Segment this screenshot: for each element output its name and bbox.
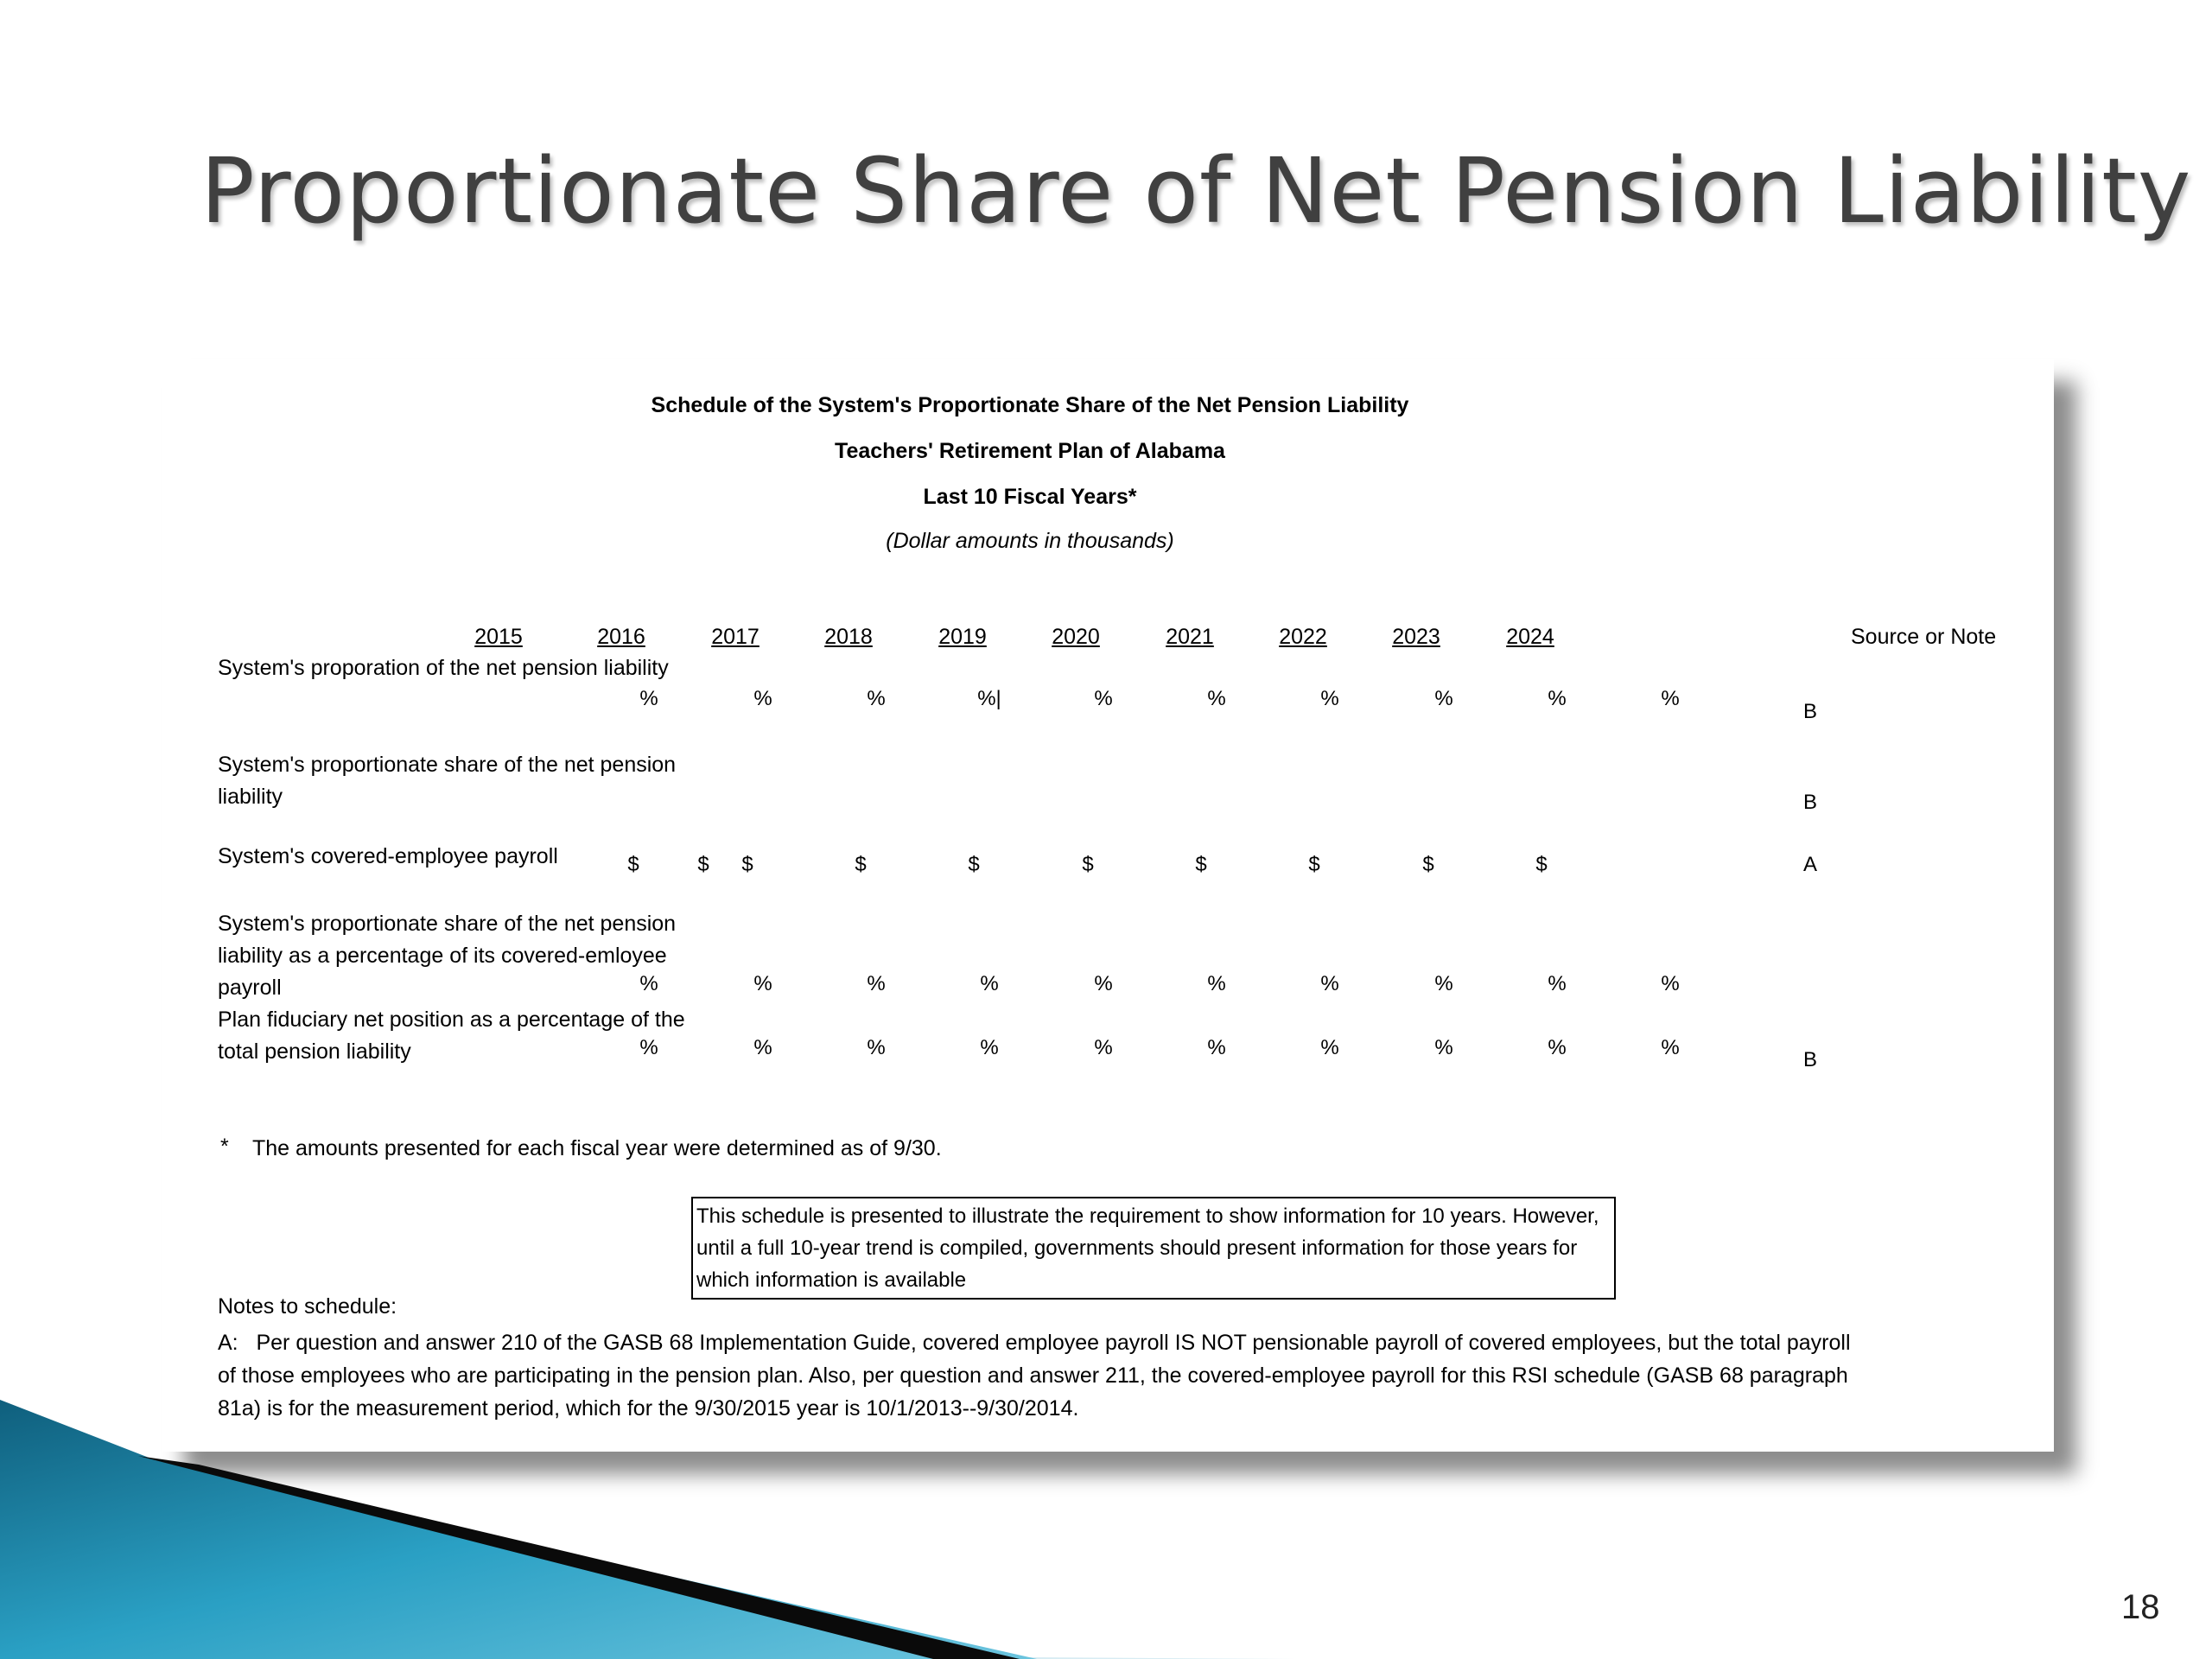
- footnote-text: The amounts presented for each fiscal year were determined as of 9/30.: [252, 1136, 942, 1160]
- row-source-note: A: [1802, 853, 1817, 876]
- table-cell-2016: %: [753, 1036, 772, 1059]
- year-header-2018: 2018: [824, 625, 873, 649]
- schedule-period: Last 10 Fiscal Years*: [923, 485, 1137, 509]
- row-label: Plan fiduciary net position as a percentage of the total pension liability: [218, 1007, 685, 1064]
- year-header-2016: 2016: [597, 625, 645, 649]
- year-header-2019: 2019: [938, 625, 987, 649]
- row-label: System's proporation of the net pension liability: [218, 656, 669, 680]
- row-source-note: B: [1802, 791, 1817, 814]
- source-note-header: Source or Note: [1851, 625, 1997, 649]
- note-a-label: A:: [218, 1331, 238, 1355]
- table-cell-2019: %: [1094, 687, 1113, 710]
- year-header-2017: 2017: [711, 625, 760, 649]
- table-cell-2020: $: [1195, 853, 1207, 876]
- year-header-2023: 2023: [1392, 625, 1440, 649]
- table-cell-2015: $: [627, 853, 639, 876]
- table-cell-2024: %: [1661, 972, 1680, 995]
- table-cell-2020: %: [1207, 687, 1226, 710]
- schedule-title: Schedule of the System's Proportionate Share of the Net Pension Liability: [651, 393, 1409, 417]
- table-cell-2016: %: [753, 972, 772, 995]
- table-cell-2017: %: [867, 1036, 886, 1059]
- table-cell-2019: %: [1094, 972, 1113, 995]
- year-header-2024: 2024: [1506, 625, 1554, 649]
- table-cell-2022: $: [1422, 853, 1434, 876]
- table-cell-2018: $: [968, 853, 980, 876]
- table-cell-2017: $: [855, 853, 867, 876]
- row-lead-symbol: $: [697, 853, 709, 876]
- table-cell-2024: %: [1661, 1036, 1680, 1059]
- table-cell-2019: %: [1094, 1036, 1113, 1059]
- table-cell-2017: %: [867, 972, 886, 995]
- footnote-marker: *: [220, 1135, 229, 1159]
- table-cell-2019: $: [1082, 853, 1094, 876]
- table-cell-2020: %: [1207, 1036, 1226, 1059]
- table-cell-2017: %: [867, 687, 886, 710]
- boxed-note: This schedule is presented to illustrate the requirement to show information for 10 years. However, until a full 10-year trend is compiled, governments should present information for those years for which information is available: [691, 1197, 1616, 1300]
- deco-teal-band: [0, 1400, 1037, 1659]
- table-cell-2023: %: [1548, 1036, 1567, 1059]
- schedule-document: [162, 359, 2054, 1452]
- year-header-2020: 2020: [1052, 625, 1100, 649]
- year-header-2022: 2022: [1279, 625, 1327, 649]
- row-source-note: B: [1802, 1048, 1817, 1071]
- table-cell-2022: %: [1434, 1036, 1453, 1059]
- schedule-plan: Teachers' Retirement Plan of Alabama: [835, 439, 1225, 463]
- table-cell-2020: %: [1207, 972, 1226, 995]
- table-cell-2023: $: [1535, 853, 1548, 876]
- table-cell-2021: $: [1308, 853, 1320, 876]
- row-label: System's proportionate share of the net pension liability as a percentage of its covered-emloyee payroll: [218, 912, 677, 1000]
- table-cell-2015: %: [639, 687, 658, 710]
- year-header-2021: 2021: [1166, 625, 1214, 649]
- row-source-note: B: [1802, 700, 1817, 723]
- row-label: System's proportionate share of the net pension liability: [218, 753, 677, 809]
- table-cell-2021: %: [1320, 687, 1339, 710]
- table-cell-2024: %: [1661, 687, 1680, 710]
- corner-decoration: [0, 1382, 1296, 1659]
- table-cell-2016: %: [753, 687, 772, 710]
- year-header-2015: 2015: [474, 625, 523, 649]
- table-cell-2021: %: [1320, 972, 1339, 995]
- table-cell-2016: $: [741, 853, 753, 876]
- table-cell-2018: %: [980, 1036, 999, 1059]
- table-cell-2021: %: [1320, 1036, 1339, 1059]
- schedule-units: (Dollar amounts in thousands): [886, 529, 1174, 553]
- table-cell-2022: %: [1434, 687, 1453, 710]
- table-cell-2015: %: [639, 1036, 658, 1059]
- table-cell-2015: %: [639, 972, 658, 995]
- row-label: System's covered-employee payroll: [218, 844, 558, 868]
- slide-title: Proportionate Share of Net Pension Liability: [200, 138, 2192, 244]
- table-cell-2023: %: [1548, 687, 1567, 710]
- note-a-text: Per question and answer 210 of the GASB 68 Implementation Guide, covered employee payroll IS NOT pensionable payroll of covered employees, but the total payroll of those employees who are participating in the pension plan. Also, per question and answer 211, the covered-employee payroll for this RSI schedule (GASB 68 paragraph 81a) is for the measurement period, which for the 9/30/2015 year is 10/1/2013--9/30/2014.: [218, 1331, 1851, 1421]
- table-cell-2023: %: [1548, 972, 1567, 995]
- table-cell-2018: %|: [977, 687, 1001, 710]
- page-number: 18: [2121, 1588, 2160, 1626]
- notes-heading: Notes to schedule:: [218, 1294, 397, 1319]
- table-cell-2018: %: [980, 972, 999, 995]
- table-cell-2022: %: [1434, 972, 1453, 995]
